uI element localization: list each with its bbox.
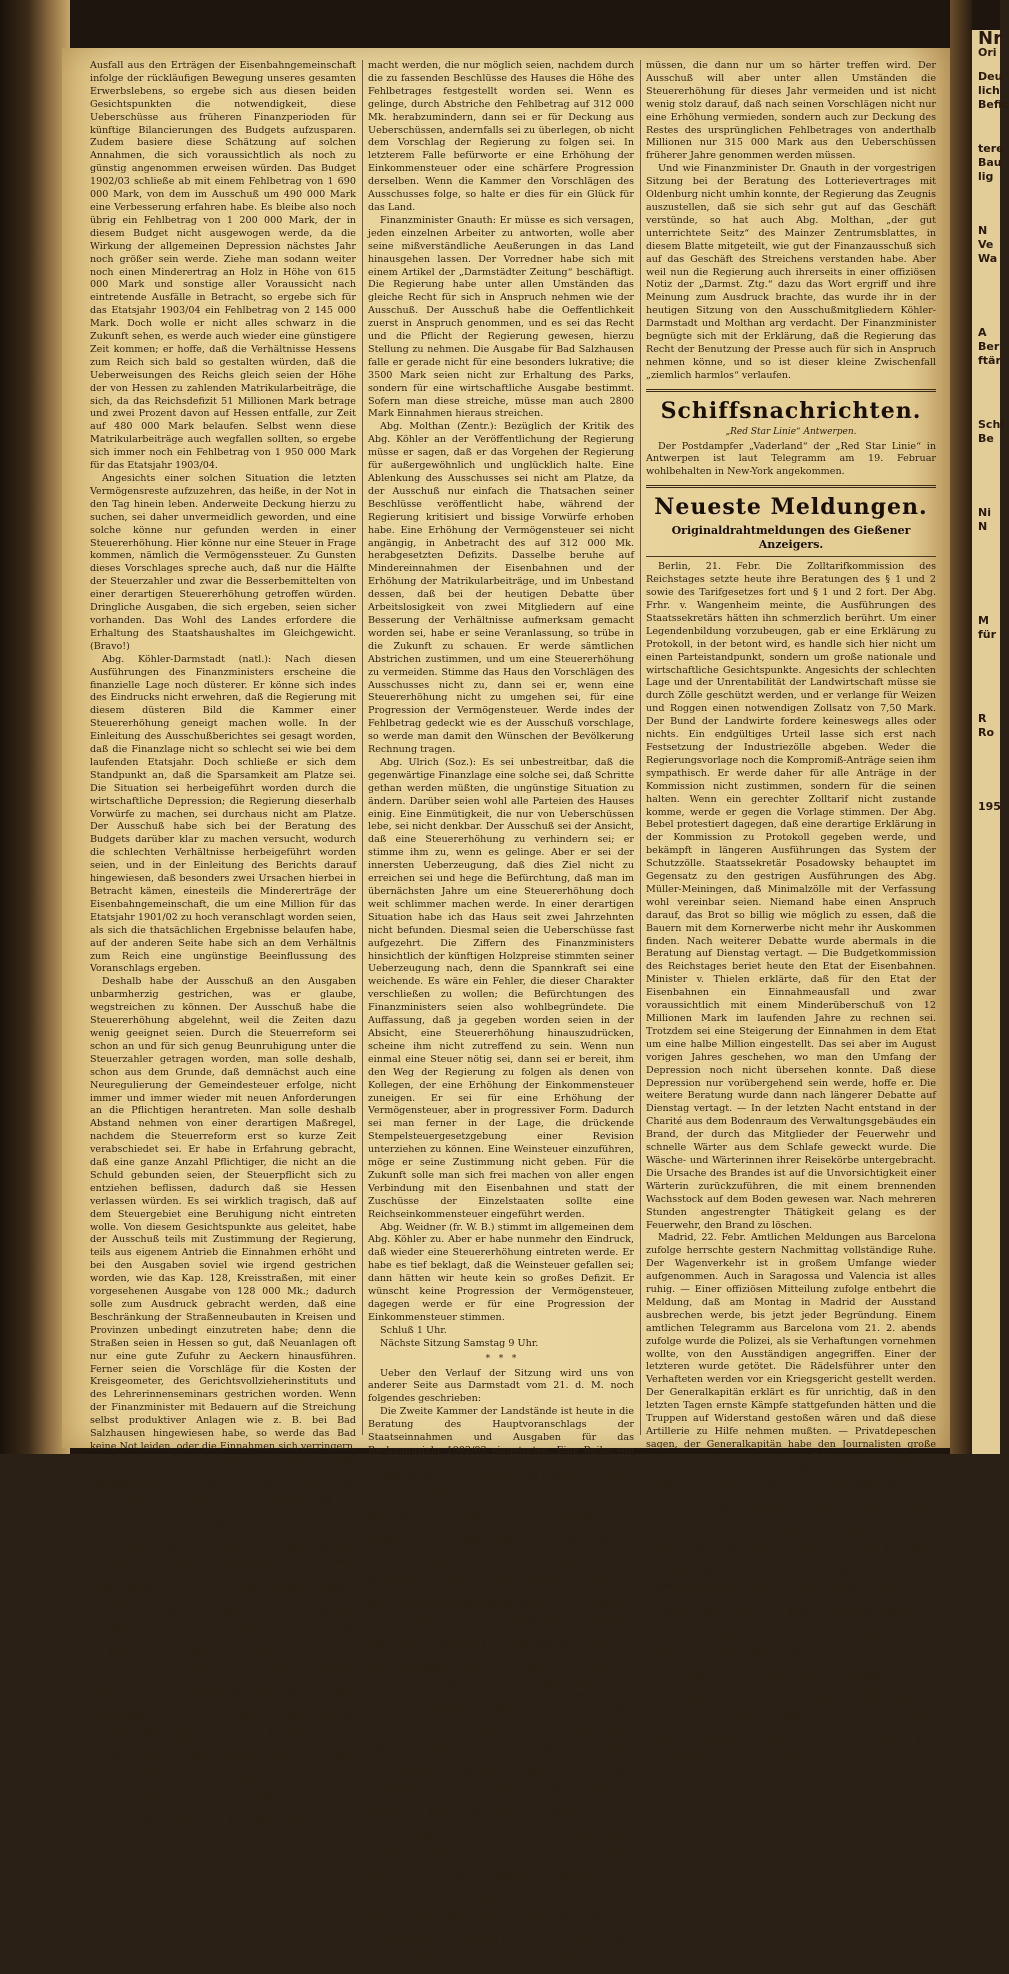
fragment-4: Befic <box>978 98 1009 111</box>
fragment-20: R <box>978 712 987 725</box>
fragment-16: Ni <box>978 506 991 519</box>
fragment-8: N <box>978 224 988 237</box>
news-item-petersburg: Petersburg, 22. Febr. Hier verbreitete sich am 20. Februar abends das Gerücht, Tolstoi sei bereits gestorben. Die Nachricht sei deshalb nicht veröffentlicht worden, weil der heilige Synod sich noch nicht schlüssig sei, ob er die Exkommunikation aufheben solle. Dieses Gerücht rief unter den Studenten große Aufregung hervor. Mehrere Hundert wollten nach der Kasan-Kathedrale ziehen, um eine Seelenmesse für Tolstoi lesen zu lassen. Dabei ertönten die Rufe: „Es lebe der unsterbliche Tolstoi, Rußlands größter Mann! Nieder mit den Hunden!“ Die Polizei ließ die Studenten auseinander und die Artikel in die Erklärung zurückzuziehen. Infolge dieser Demonstration ist die Feier des Stiftungstages der Universität, die am 22. Febr. stattfinden sollte, untersagt worden. — Die letzten Nachrichten aus Jalta lauten: Nachdem im Befinden Tolstois der gestrige Tag sehr unruhig gewesen, verlief die Nacht günstig. Das Gesamtbefinden hat sich besser. <box>646 1529 936 1760</box>
section-rule <box>646 556 936 557</box>
section-rule <box>646 389 936 392</box>
fragment-3: lich <box>978 84 1000 97</box>
fragment-15: Be <box>978 432 994 445</box>
article-paragraph: Angesichts einer solchen Situation die letzten Vermögensreste aufzuzehren, das heiße, in der Not in den Tag hinein leben. Anderweite Deckung hierzu zu suchen, sei daher unvermeidlich geworden, und eine solche könne nur gefunden werden in einer Steuererhöhung. Hier könne nur eine Steuer in Frage kommen, nämlich die Vermögenssteuer. Zu Gunsten dieses Vorschlages spreche auch, daß nur die Hälfte der Steuerzahler und zwar die Besserbemittelten von einer derartigen Steuererhöhung getroffen würden. Dringliche Ausgaben, die sich ergeben, seien sicher vorhanden. Das Wohl des Landes erfordere die Erhaltung des Staatshaushaltes im Gleichgewicht. (Bravo!) <box>90 473 356 652</box>
fragment-13: ftär <box>978 354 1001 367</box>
fragment-12: Ber <box>978 340 1000 353</box>
article-paragraph: Abg. Köhler-Darmstadt (natl.): Nach diesen Ausführungen des Finanzministers erscheine die finanzielle Lage noch düsterer. Er könne sich indes des Eindrucks nicht erwehren, daß die Regierung mit diesem düsteren Bild die Kammer einer Steuererhöhung geneigt machen wolle. In der Einleitung des Ausschußberichtes sei gesagt worden, daß die Finanzlage nicht so schlecht sei wie bei dem laufenden Etatsjahr. Doch schließe er sich dem Standpunkt an, daß die Sparsamkeit am Platze sei. Die Situation sei herbeigeführt worden durch die wirtschaftliche Depression; die Regierung dieserhalb Vorwürfe zu machen, sei durchaus nicht am Platze. Der Ausschuß habe sich bei der Beratung des Budgets darüber klar zu machen versucht, wodurch die schlechten Verhältnisse herbeigeführt worden seien, und in der Einleitung des Berichts darauf hingewiesen, daß besonders zwei Ursachen hierbei in Betracht kämen, einesteils die Mindererträge der Eisenbahngemeinschaft, die um eine Million für das Etatsjahr 1901/02 zu hoch veranschlagt worden seien, als sich die thatsächlichen Ergebnisse belaufen habe, auf der anderen Seite habe sich an dem Verhältnis zum Reich eine ungünstige Beeinflussung des Voranschlags ergeben. <box>90 653 356 975</box>
article-paragraph: Finanzminister Gnauth: Er müsse es sich versagen, jeden einzelnen Arbeiter zu antworten, wolle aber seine mißverständliche Aeußerungen in das Land hinausgehen lassen. Der Vorredner habe sich mit einem Artikel der „Darmstädter Zeitung“ beschäftigt. Die Regierung habe unter allen Umständen das gleiche Recht für sich in Anspruch nehmen wie der Ausschuß. Der Ausschuß habe die Oeffentlichkeit zuerst in Anspruch genommen, und es sei das Recht und die Pflicht der Regierung gewesen, hierzu Stellung zu nehmen. Die Ausgabe für Bad Salzhausen falle er gerade nicht für eine besonders lukrative; die 3500 Mark seien nicht zur Erhaltung des Parks, sondern für eine wirtschaftliche Ausgabe bestimmt. Sofern man diese streiche, müsse man auch 2800 Mark Einnahmen hieraus streichen. <box>368 214 634 420</box>
fragment-19: für <box>978 628 997 641</box>
fragment-22: 195 <box>978 800 1001 813</box>
article-paragraph: Abg. Molthan (Zentr.): Bezüglich der Kritik des Abg. Köhler an der Veröffentlichung der Regierung müsse er sagen, daß er das Vorgehen der Regierung für außergewöhnlich und unglücklich halte. Eine Ablenkung des Ausschusses sei nicht am Platze, da der Ausschuß nur einfach die Thatsachen seiner Beschlüsse veröffentlicht habe, während der Regierung kritisiert und bissige Vorwürfe erhoben habe. Eine Erhöhung der Vermögensteuer sei nicht angängig, in Anbetracht des auf 312 000 Mk. herabgesetzten Defizits. Dasselbe beruhe auf Mindereinnahmen der Eisenbahnen und der Erhöhung der Matrikularbeiträge, und im Unbestand dessen, daß bei der heutigen Debatte über Arbeitslosigkeit von zwei Mitgliedern auf eine Besserung der Verhältnisse aufmerksam gemacht worden sei, habe er seine Veranlassung, so trübe in die Zukunft zu schauen. Er werde sämtlichen Abstrichen zustimmen, und um eine Steuererhöhung zu vermeiden. Stimme das Haus den Vorschlägen des Ausschusses nicht zu, dann sei er, wenn eine Steuererhöhung nicht zu umgehen sei, für eine Progression der Vermögensteuer. Werde indes der Fehlbetrag gedeckt wie es der Ausschuß vorschlage, so werde man damit den Wünschen der Bevölkerung Rechnung tragen. <box>368 421 634 756</box>
fragment-17: N <box>978 520 988 533</box>
session-close: Schluß 1 Uhr. <box>380 1324 447 1336</box>
article-paragraph: müssen, die dann nur um so härter treffen wird. Der Ausschuß will aber unter allen Umständen die Steuererhöhung für dieses Jahr vermeiden und ist nicht wenig stolz darauf, daß nach seinen Vorschlägen nicht nur eine Erhöhung vermieden, sondern auch zur Deckung des Restes des ursprünglichen Fehlbetrages von anderthalb Millionen nur 315 000 Mark aus den Ueberschüssen früherer Jahre genommen werden müssen. <box>646 60 936 162</box>
article-paragraph: Ausfall aus den Erträgen der Eisenbahngemeinschaft infolge der rückläufigen Bewegung unseres gesamten Erwerbslebens, so ergebe sich aus diesen beiden Gesichtspunkten die notwendigkeit, diese Ueberschüsse aus früheren Finanzperioden für künftige Bilancierungen des Budgets aufzusparen. Zudem basiere diese Schätzung auf solchen Annahmen, die sich voraussichtlich als noch zu günstig angenommen erweisen würden. Das Budget 1902/03 schließe ab mit einem Fehlbetrag von 1 690 000 Mark, von dem im Ausschuß um 490 000 Mark eine Verbesserung erfahren habe. Es bleibe also noch übrig ein Fehlbetrag von 1 200 000 Mark, der in diesem Budget nicht ausgewogen werde, da die Wirkung der allgemeinen Depression nächstes Jahr noch größer sein werde. Ziehe man sodann weiter noch einen Minderertrag an Holz in Höhe von 615 000 Mark und sonstige aller Voraussicht nach eintretende Ausfälle in Betracht, so ergebe sich für das Etatsjahr 1903/04 ein Fehlbetrag von 2 145 000 Mark. Doch wolle er nicht alles schwarz in die Zukunft sehen, es werde auch wieder eine günstigere Zeit kommen; er hoffe, daß die Verhältnisse Hessens zum Reich sich bald so gestalten würden, daß die Ueberweisungen des Reichs gleich seien der Höhe der von Hessen zu zahlenden Matrikularbeiträge, die sich, da das Reichsdefizit 51 Millionen Mark betrage und zwei Prozent davon auf Hessen entfalle, zur Zeit auf 480 000 Mark belaufen. Selbst wenn diese Matrikularbeiträge auch wegfallen sollten, so ergebe sich immer noch ein Fehlbetrag von 1 950 000 Mark für das Etatsjahr 1903/04. <box>90 60 356 472</box>
article-paragraph: Die Zweite Kammer der Landstände ist heute in die Beratung des Hauptvoranschlags der Staatseinnahmen und Ausgaben für das Rechnungsjahr 1902/03 eingetreten. Eine Reihe von sprechreifen Gegenständen wurde in der Sitzung zurückgestellt, um wenigstens das Budget bis 1. April unter Dach und Fach zu bringen. Mit Antrag Ulrich wurde zwar die gestrige Sitzung schon um 12 Uhr geschlossen, um einigen Herren noch Gelegenheit zu geben, den umfangreichen Ausschußbericht zu studieren. Ob diese Herren in der dadurch gewonnenen einen Stunde den Stein der Weisen gefunden haben, dürfte dahingestellt bleiben; jedenfalls steht fest, daß die Frage gelöst worden ist, wie das Millionen-Defizit zu decken ist, das ist nach dem Gang der heutigen Verhandlung sehr zweifelhaft. Wohl hat jeder seinen Weg, der gefahrlos am Abgrund vorüber führen soll; aber dabei handelt es sich darum, sich auf dem Wege für Land und Volk sicherstellen zu können, daß die Einnahmen im nächsten Jahre zusammenfließen werden. Die Regierung will durch eine Erhöhung der Vermögensteuer das Gleichgewicht des künftigen Budgets sorgen, weil nicht voraussehbar werden kann, wie die Lage, besonders mit Rücksicht auf die Höhe der Beiträge an das Reich und der Einnahmen aus den Eisenbahnen, sich in Zukunft gestalten wird. Abg. Ulrich stimmt freudig zu, weil er die Aenderung der Steuergesetze für günstige Gelegenheit hält, die von den Sozialdemokraten beantragten und von der Mehrheit der Zweiten Kammer genehmigte, von der Ersten Kammer aber abgelehnte Progression der Vermögensteuer einzuführen. Die Redner der übrigen Parteien wollen nur sehr ungern in die Steuerpolitik eingreifen, denn die Arbeit eines Steuerschraubers mithun, und der Finanzausschuß zeigt ihnen auch den Weg, wie sie davon abkommen können: durch Abstriche an aufschiebbaren Ausgaben. Ulrich, der bereits neben der Regierung im Finanzausschuß steht, macht aber darauf aufmerksam, daß das „Streich-System“ in nächsten Jahre, wenn sich die Ausgaben nicht wesentlich heruntersetzen lassen, den Gleichlaugen wieder herbeiführen werde, so daß es doch zu einer Steuererhöhung wird schreiten <box>368 1406 634 1973</box>
fragment-1: Ori <box>978 46 997 59</box>
next-session: Nächste Sitzung Samstag 9 Uhr. <box>380 1337 539 1349</box>
article-paragraph: Abg. Weidner (fr. W. B.) stimmt im allgemeinen dem Abg. Köhler zu. Aber er habe nunmehr den Eindruck, daß wieder eine Steuererhöhung eintreten werde. Er habe es tief beklagt, daß die Weinsteuer gefallen sei; dann hätten wir heute kein so großes Defizit. Er wünscht keine Progression der Vermögensteuer, dagegen werde er für eine Progression der Einkommensteuer stimmen. <box>368 1221 634 1323</box>
fragment-0: Nr <box>978 28 1002 49</box>
article-paragraph: Und wie Finanzminister Dr. Gnauth in der vorgestrigen Sitzung bei der Beratung des Lotterievertrages mit Oldenburg nicht umhin konnte, der Regierung das Zeugnis auszustellen, daß sie sich sehr gut auf das Geschäft verstünde, so hat auch Abg. Molthan, „der gut unterrichtete Seitz“ des Mainzer Zentrumsblattes, in diesem Blatte mitgeteilt, wie gut der Finanzausschuß sich auf das Geschäft des Streichens verstanden habe. Aber weil nun die Regierung auch ihrerseits in einer offiziösen Notiz der „Darmst. Ztg.“ dazu das Wort ergriff und ihre Meinung zum Ausdruck brachte, das wurde ihr in der heutigen Sitzung von den Ausschußmitgliedern Köhler-Darmstadt und Molthan arg verdacht. Der Finanzminister begnügte sich mit der Erklärung, daß die Regierung das Recht der Benutzung der Presse auch für sich in Anspruch nehmen könne, und so ist dieser kleine Zwischenfall „ziemlich harmlos“ verlaufen. <box>646 163 936 381</box>
latest-news-heading: Neueste Meldungen. <box>654 494 928 521</box>
section-divider: * * * <box>485 1353 517 1364</box>
article-paragraph: Deshalb habe der Ausschuß an den Ausgaben unbarmherzig gestrichen, was er glaube, wegstreichen zu können. Der Ausschuß habe die Steuererhöhung abgelehnt, weil die Zeiten dazu wenig geeignet seien. Durch die Steuerreform sei schon an und für sich genug Beunruhigung unter die Steuerzahler getragen worden, man solle deshalb, schon aus dem Grunde, daß demnächst auch eine Neuregulierung der Gemeindesteuer erfolge, nicht immer und immer wieder mit neuen Anforderungen an die Pflichtigen herantreten. Man solle deshalb Abstand nehmen von einer derartigen Maßregel, nachdem die Steuerreform erst so kurze Zeit verabschiedet sei. Er habe in Erfahrung gebracht, daß eine ganze Anzahl Pflichtiger, die nicht an die Schuld gebunden seien, der Steuerpflicht sich zu entziehen beflissen, dadurch daß sie Hessen verlassen würden. Es sei wirklich tragisch, daß auf dem Steuergebiet eine Beruhigung nicht eintreten wolle. Von diesem Gesichtspunkte aus geleitet, habe der Ausschuß teils mit Zustimmung der Regierung, teils aus eigenem Antrieb die Einnahmen erhöht und bei den Ausgaben soviel wie irgend gestrichen worden, wie das Kap. 128, Kreisstraßen, mit einer vorgesehenen Ausgabe von 128 000 Mk.; dadurch solle zum Ausdruck gebracht werden, daß eine Beschränkung der Straßenneubauten in Kreisen und Provinzen unbedingt einzutreten habe; denn die Straßen seien in Hessen so gut, daß Neuanlagen oft nur eine gute Zufuhr zu Aeckern hinausführen. Ferner seien die Vorschläge für die Kosten der Kreisgeometer, des Gerichtsvollzieherinstituts und des Lehrerinnenseminars gestrichen worden. Wenn der Finanzminister mit Bedauern auf die Streichung selbst produktiver Anlagen wie z. B. bei Bad Salzhausen hingewiesen habe, so werde das Bad keine Not leiden, oder die Einnahmen sich verringern, wenn statt 10 000 Mk. nur 6700 Mark bewilligt würden, und deshalb sei die Streichung bei Waldkulturkosten gewiß nicht so schlimm. Von ebensolcher Bedeutung sei die Verhinderung der Steuererhöhung, ohne dieselbe sei eine Ordnung auf die Dauer zu erzielen. Was die Zuschüsse an das Kurfürstliche Bad-Nauheim anlange, so sei dort in den letzten Jahren sehr viel zugesetzt worden, und man könne jetzt zu anderen Maßnahmen greifen. Ferner habe man das Defizit von 200 000 Mark an den Ueberschüssen früherer Finanzperioden decken können, und es sei ganz einerlei, ob diese Ueberschüsse 800 000 Mk. oder 500 000 Mk. betragen. Es habe sich im Ausschuß nicht darum gehandelt, einen Vorschlag zu machen, wie das Defizit zu decken sei, sondern es sei nur darum zu thun gewesen, daß die Ausgaben für einige Zeit geregelt würden. Umsomehr habe er sich gewundert, daß die Regierung sich veranlaßt gesehen habe, an dem Ausschußbericht eine Kritik durch einen Artikel in der „Darmstädter Zeitung“ zu üben zu einer Zeit, da derselbe noch nicht veröffentlicht gewesen sei, und nun als Entwurf bestanden habe. In diesem Stadium sei der Entwurf noch Eigentum des Ausschusses gewesen und die Regierung habe zweckmäßiger gehandelt, abzuwarten, bis der Bericht öffentlich bekannt gewesen wäre. Er schlage nun vor, das Defizit durch frühere Ueberschüsse zu decken, denn es sei die Frage, ob bei der Beratung des Finanzgesetzes entsprechende Vorschläge ge- <box>90 976 356 1840</box>
shipping-news-heading: Schiffsnachrichten. <box>660 397 922 424</box>
news-item-berlin: Berlin, 21. Febr. Die Zolltarifkommission des Reichstages setzte heute ihre Beratungen des § 1 und 2 sowie des Tarifgesetzes fort und § 1 und 2 fort. Der Abg. Frhr. v. Wangenheim meinte, die Ausführungen des Staatssekretärs hätten ihn schmerzlich berührt. Um einer Legendenbildung vorzubeugen, gab er eine Erklärung zu Protokoll, in der betont wird, es handle sich hier nicht um einen Parteistandpunkt, sondern um große nationale und wirtschaftliche Gesichtspunkte. Angesichts der schlechten Lage und der Unrentabilität der Landwirtschaft müsse sie durch Zölle geschützt werden, und er verlange für Weizen und Roggen einen notwendigen Zollsatz von 7,50 Mark. Der Bund der Landwirte fordere keineswegs alles oder nichts. Ein endgültiges Urteil lasse sich erst nach Festsetzung der Industriezölle abgeben. Weder die Regierungsvorlage noch die Kompromiß-Anträge seien ihm sympathisch. Er werde daher für alle Anträge in der Kommission nicht zustimmen, sondern für die seinen halten. Wenn ein gerechter Zolltarif nicht zustande komme, werde er gegen die Vorlage stimmen. Der Abg. Bebel protestiert dagegen, daß eine derartige Erklärung in der Kommission zu Protokoll gegeben werde, und bekämpft in längeren Ausführungen das System der Schutzzölle. Staatssekretär Posadowsky behauptet im Gegensatz zu den gestrigen Ausführungen des Abg. Müller-Meiningen, daß Minimalzölle mit der Verfassung wohl vereinbar seien. Niemand habe einen Anspruch darauf, das Brot so billig wie möglich zu essen, daß die Bauern mit dem Kornerwerbe nicht mehr ihr Auskommen finden. Nach weiterer Debatte wurde abermals in die Beratung auf Dienstag vertagt. — Die Budgetkommission des Reichstages beriet heute den Etat der Eisenbahnen. Minister v. Thielen erklärte, daß für den Etat der Eisenbahnen ein Einnahmeausfall und zwar voraussichtlich mit einem Minderüberschuß von 12 Millionen Mark im laufenden Jahre zu rechnen sei. Trotzdem sei eine Steigerung der Einnahmen in dem Etat um eine halbe Million eingestellt. Das sei aber im August vorigen Jahres geschehen, wo man den Umfang der Depression noch nicht übersehen konnte. Daß diese Depression nur vorübergehend sein werde, hoffe er. Die weitere Beratung wurde dann nach längerer Debatte auf Dienstag vertagt. — In der letzten Nacht entstand in der Charité aus dem Bodenraum des Verwaltungsgebäudes ein Brand, der durch das Mitglieder der Feuerwehr und schnelle Wärter aus dem Schlafe geweckt wurde. Die Wäsche- und Wärterinnen ihrer Reisekörbe untergebracht. Die Ursache des Brandes ist auf die Unvorsichtigkeit einer Wärterin zurückzuführen, die mit einem brennenden Wachsstock auf dem Boden gewesen war. Nach mehreren Stunden angestrengter Thätigkeit gelang es der Feuerwehr, den Brand zu löschen. <box>646 561 936 1231</box>
fragment-21: Ro <box>978 726 995 739</box>
article-paragraph: Ueber den Verlauf der Sitzung wird uns von anderer Seite aus Darmstadt vom 21. d. M. noch folgendes geschrieben: <box>368 1367 634 1405</box>
shipping-news-text: Der Postdampfer „Vaderland“ der „Red Star Linie“ in Antwerpen ist laut Telegramm am 19. Februar wohlbehalten in New-York angekommen. <box>646 440 936 478</box>
shipping-news-subheading: „Red Star Linie“ Antwerpen. <box>725 426 857 437</box>
fragment-7: lig <box>978 170 994 183</box>
section-rule <box>646 485 936 488</box>
article-paragraph: macht werden, die nur möglich seien, nachdem durch die zu fassenden Beschlüsse des Hauses die Höhe des Fehlbetrages festgestellt worden sei. Wenn es gelinge, durch Abstriche den Fehlbetrag auf 312 000 Mk. herabzumindern, dann sei er für Deckung aus Ueberschüssen, andernfalls sei zu überlegen, ob nicht dem Vorschlag der Regierung zu folgen sei. In letzterem Falle befürworte er eine Erhöhung der Einkommensteuer oder eine schärfere Progression derselben. Wenn die Kammer den Vorschlägen des Ausschusses folge, so halte er dies für ein Glück für das Land. <box>368 60 634 213</box>
fragment-11: A <box>978 326 987 339</box>
newspaper-page <box>62 48 950 1973</box>
fragment-14: Schl <box>978 418 1005 431</box>
gutter-shadow <box>950 0 972 1454</box>
fragment-6: Bau <box>978 156 1002 169</box>
column-2 <box>368 60 634 1973</box>
column-1 <box>90 60 356 1840</box>
fragment-5: tere <box>978 142 1004 155</box>
fragment-2: Deu <box>978 70 1003 83</box>
binding-edge <box>0 0 70 1454</box>
fragment-18: M <box>978 614 989 627</box>
column-3 <box>646 60 936 1760</box>
fragment-9: Ve <box>978 238 994 251</box>
latest-news-subheading: Originaldrahtmeldungen des Gießener Anzeigers. <box>671 524 911 552</box>
column-rule <box>640 60 641 1435</box>
fragment-10: Wa <box>978 252 998 265</box>
news-item-madrid: Madrid, 22. Febr. Amtlichen Meldungen aus Barcelona zufolge herrschte gestern Nachmittag vollständige Ruhe. Der Wagenverkehr ist in großem Umfange wieder aufgenommen. Auch in Saragossa und Valencia ist alles ruhig. — Einer offiziösen Mitteilung zufolge entbehrt die Meldung, daß am Montag in Madrid der Ausstand ausbrechen werde, bis jetzt jeder Begründung. Einem amtlichen Telegramm aus Barcelona vom 21. 2. abends zufolge wurde die Polizei, als sie Verhaftungen vornehmen wollte, von den Ausständigen angegriffen. Einer der letzteren wurde getötet. Die Rädelsführer unter den Verhafteten werden vor ein Kriegsgericht gestellt werden. Der Generalkapitän erklärt es für unrichtig, daß in den letzten Tagen ernste Kämpfe stattgefunden hätten und die Truppen auf Widerstand gestoßen wären und daß diese Artillerie zu Hilfe nehmen mußten. — Privatdepeschen sagen, der Generalkapitän habe den Journalisten große Vorsicht in der Absendung von Telegrammen angeraten. Mehrere Hundert wollten von Madrid aus den Streik dort ausdehnen. Weiter heißt es in Privatdepeschen, daß Provinzantwagen angegriffen worden seien, wobei Schüsse gewechselt wurden. Mehrere Personen wurden verwundet. In Manresa ist die Arbeit wieder aufgenommen worden. <box>646 1232 936 1528</box>
adjacent-page-fragment <box>972 28 1009 1454</box>
column-rule <box>362 60 363 1435</box>
article-paragraph: Abg. Ulrich (Soz.): Es sei unbestreitbar, daß die gegenwärtige Finanzlage eine solche sei, daß Schritte gethan werden müßten, die ungünstige Situation zu ändern. Darüber seien wohl alle Parteien des Hauses einig. Eine Einmütigkeit, die nur von Ueberschüssen lebe, sei nicht denkbar. Der Ausschuß sei der Ansicht, daß eine Steuererhöhung zu verhindern sei; er stimme ihm zu, wenn es gelinge. Aber er sei der innersten Ueberzeugung, daß dies Ziel nicht zu erreichen sei und hege die Befürchtung, daß man im übernächsten Jahre um eine Steuererhöhung doch weit schlimmer machen werde. In einer derartigen Situation habe ich das Haus seit zwei Jahrzehnten nicht befunden. Diesmal seien die Ueberschüsse fast aufgezehrt. Die Ziffern des Finanzministers hinsichtlich der künftigen Holzpreise stimmten seiner Ueberzeugung nach, denn die Spannkraft sei eine weichende. Es wäre ein Fehler, die dieser Charakter verschließen zu wollen; die Befürchtungen des Finanzministers seien also wohlbegründete. Die Auffassung, daß ja gegeben worden seien in der Absicht, eine Steuererhöhung hinauszudrücken, scheine ihm nicht zutreffend zu sein. Wenn nun einmal eine Steuer nötig sei, dann sei er bereit, ihm den Weg der Regierung zu folgen als denen von Kollegen, der eine Erhöhung der Einkommensteuer zuneigen. Er sei für eine Erhöhung der Vermögensteuer, aber in progressiver Form. Dadurch sei man ferner in der Lage, die drückende Stempelsteuergesetzgebung einer Revision unterziehen zu können. Eine Weinsteuer einzuführen, möge er seine Zustimmung nicht geben. Für die Zukunft solle man sich frei machen von aller engen Verbindung mit den Eisenbahnen und statt der Zuschüsse der Einzelstaaten sollte eine Reichseinkommensteuer eingeführt werden. <box>368 756 634 1220</box>
